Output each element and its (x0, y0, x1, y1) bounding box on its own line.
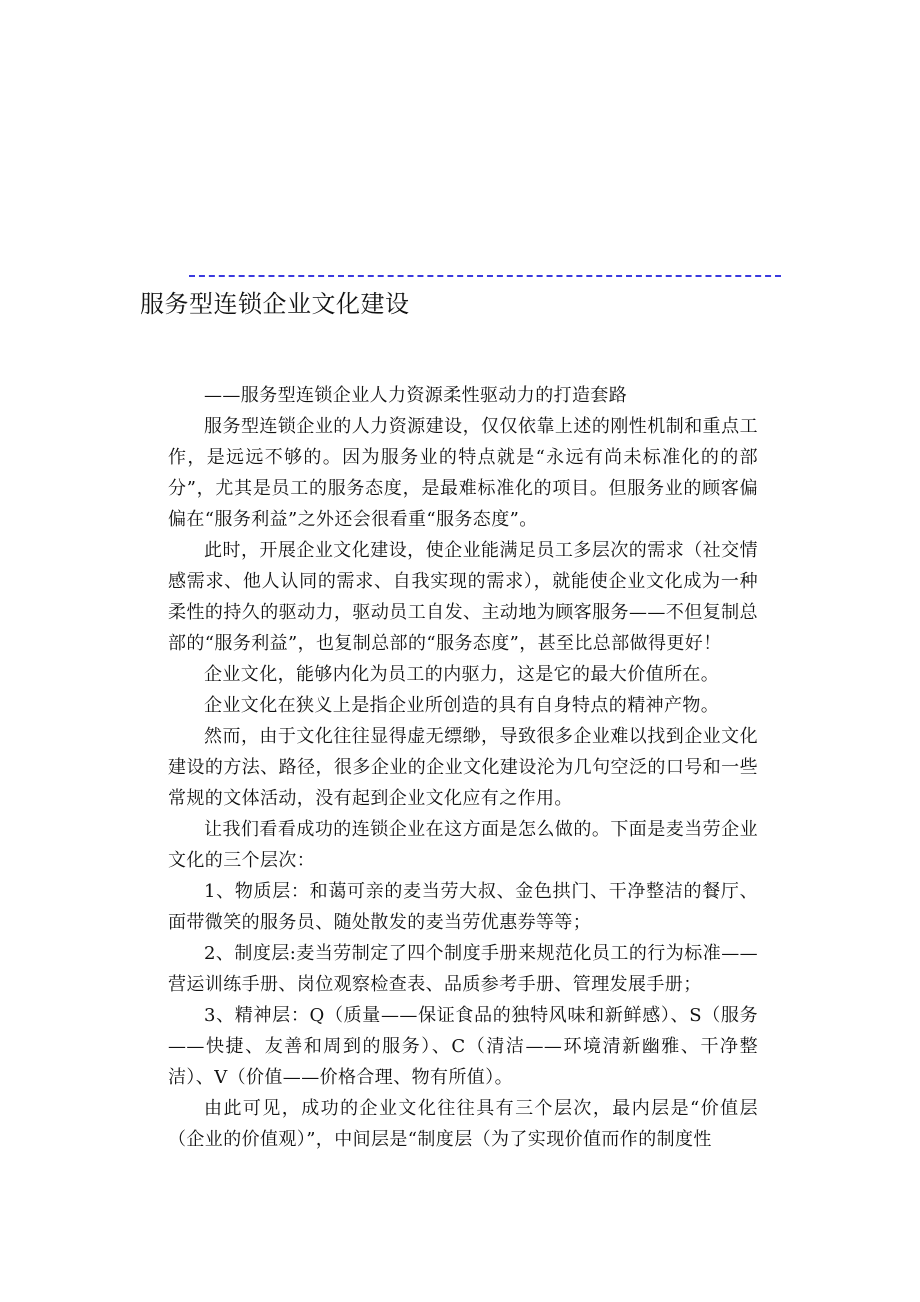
document-title: 服务型连锁企业文化建设 (140, 290, 410, 318)
paragraph: 让我们看看成功的连锁企业在这方面是怎么做的。下面是麦当劳企业文化的三个层次： (168, 819, 758, 871)
subtitle: ——服务型连锁企业人力资源柔性驱动力的打造套路 (204, 385, 628, 406)
paragraph: 此时，开展企业文化建设，使企业能满足员工多层次的需求（社交情感需求、他人认同的需求、自我实现的需求），就能使企业文化成为一种柔性的持久的驱动力，驱动员工自发、主动地为顾客服务——不但复制总部的“服务利益”，也复制总部的“服务态度”，甚至比总部做得更好！ (168, 540, 758, 654)
paragraph: 企业文化在狭义上是指企业所创造的具有自身特点的精神产物。 (204, 695, 720, 716)
paragraph: 然而，由于文化往往显得虚无缥缈，导致很多企业难以找到企业文化建设的方法、路径，很多企业的企业文化建设沦为几句空泛的口号和一些常规的文体活动，没有起到企业文化应有之作用。 (168, 726, 758, 809)
list-item-spirit-layer: 3、精神层：Q（质量——保证食品的独特风味和新鲜感）、S（服务——快捷、友善和周到的服务）、C（清洁——环境清新幽雅、干净整洁）、V（价值——价格合理、物有所值）。 (168, 1005, 758, 1088)
paragraph: 企业文化，能够内化为员工的内驱力，这是它的最大价值所在。 (204, 664, 720, 685)
paragraph: 由此可见，成功的企业文化往往具有三个层次，最内层是“价值层（企业的价值观）”，中间层是“制度层（为了实现价值而作的制度性 (168, 1098, 758, 1150)
dashed-separator (189, 275, 781, 277)
paragraph: 服务型连锁企业的人力资源建设，仅仅依靠上述的刚性机制和重点工作，是远远不够的。因为服务业的特点就是“永远有尚未标准化的的部分”，尤其是员工的服务态度，是最难标准化的项目。但服务业的顾客偏偏在“服务利益”之外还会很看重“服务态度”。 (168, 416, 758, 530)
document-body (168, 380, 758, 1155)
list-item-system-layer: 2、制度层:麦当劳制定了四个制度手册来规范化员工的行为标准——营运训练手册、岗位观察检查表、品质参考手册、管理发展手册； (168, 943, 758, 995)
list-item-material-layer: 1、物质层：和蔼可亲的麦当劳大叔、金色拱门、干净整洁的餐厅、面带微笑的服务员、随处散发的麦当劳优惠券等等； (168, 881, 758, 933)
